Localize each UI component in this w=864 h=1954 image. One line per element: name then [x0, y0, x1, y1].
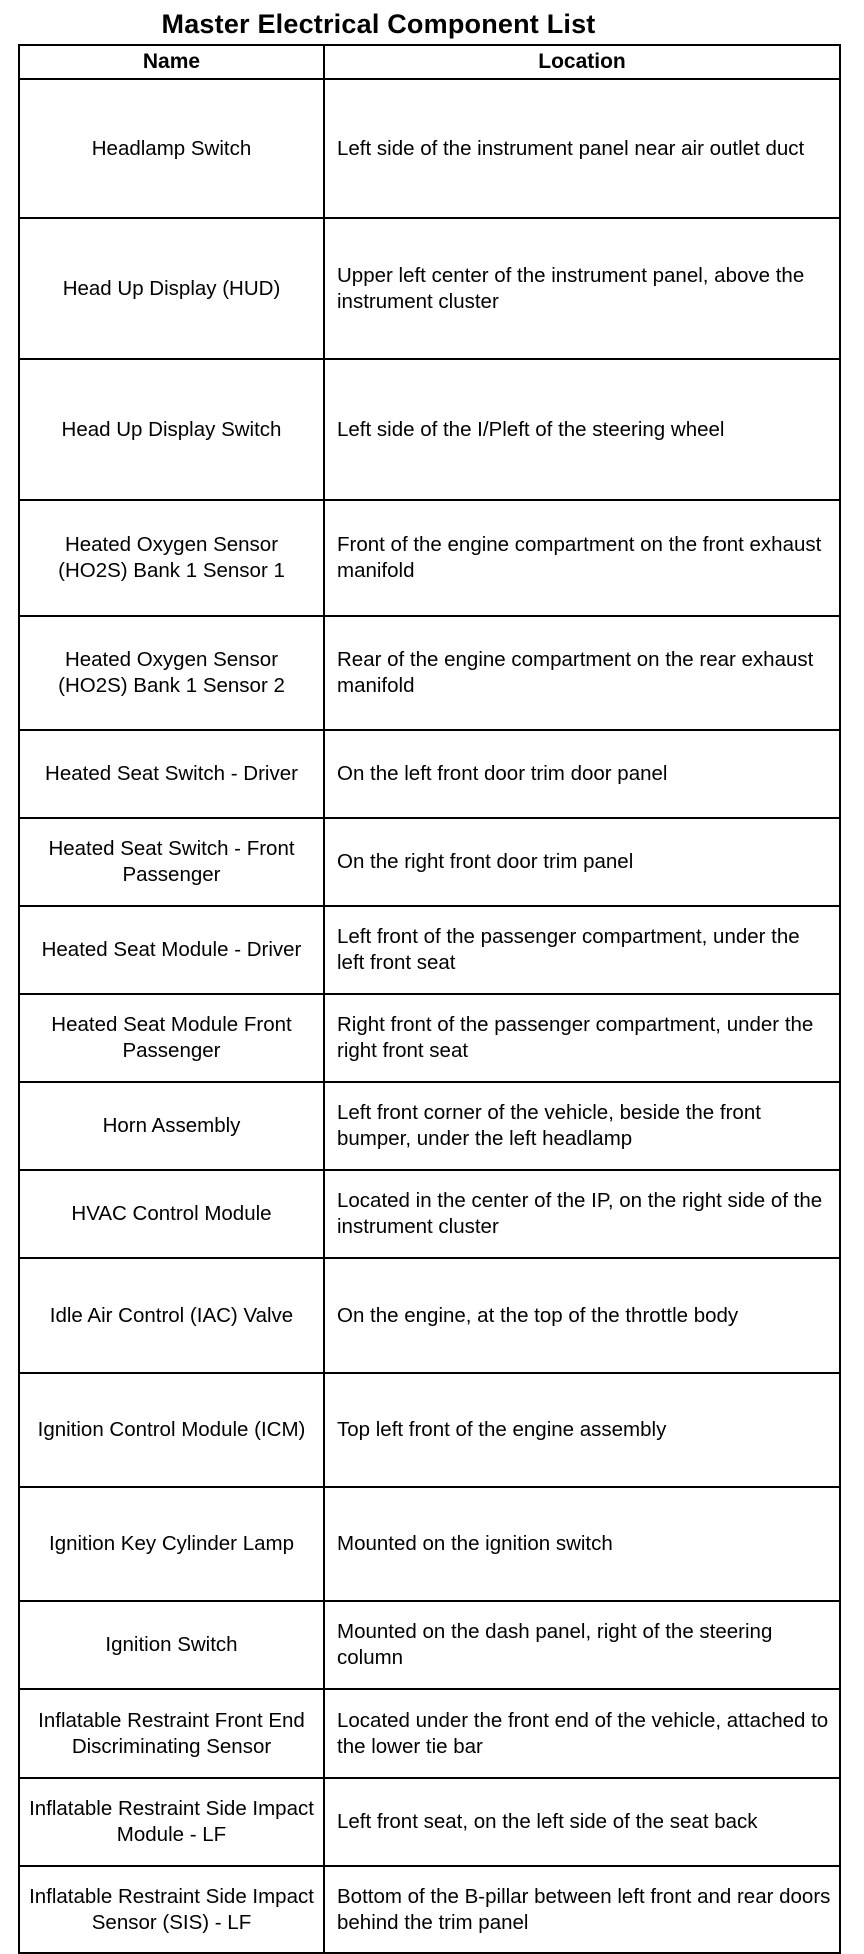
table-row: [19, 818, 840, 906]
component-name: Headlamp Switch: [19, 79, 324, 218]
component-name: Ignition Switch: [19, 1601, 324, 1689]
component-location: Upper left center of the instrument panel, above the instrument cluster: [324, 218, 840, 359]
table-row: [19, 1601, 840, 1689]
component-location: Located in the center of the IP, on the right side of the instrument cluster: [324, 1170, 840, 1258]
table-row: [19, 616, 840, 730]
table-row: [19, 1258, 840, 1373]
table-header-row: [19, 45, 840, 79]
column-header-name: Name: [19, 45, 324, 79]
component-location: Left side of the instrument panel near air outlet duct: [324, 79, 840, 218]
component-location: On the left front door trim door panel: [324, 730, 840, 818]
component-location: On the engine, at the top of the throttle body: [324, 1258, 840, 1373]
component-name: Inflatable Restraint Side Impact Sensor (SIS) - LF: [19, 1866, 324, 1953]
component-name: Head Up Display (HUD): [19, 218, 324, 359]
component-name: HVAC Control Module: [19, 1170, 324, 1258]
table-row: [19, 500, 840, 616]
component-location: Top left front of the engine assembly: [324, 1373, 840, 1487]
table-row: [19, 730, 840, 818]
component-location: On the right front door trim panel: [324, 818, 840, 906]
table-row: [19, 1866, 840, 1953]
component-name: Head Up Display Switch: [19, 359, 324, 500]
component-name: Inflatable Restraint Side Impact Module - LF: [19, 1778, 324, 1866]
component-name: Ignition Key Cylinder Lamp: [19, 1487, 324, 1601]
table-row: [19, 359, 840, 500]
table-row: [19, 1170, 840, 1258]
table-row: [19, 1689, 840, 1778]
component-location: Mounted on the ignition switch: [324, 1487, 840, 1601]
table-row: [19, 79, 840, 218]
component-location: Mounted on the dash panel, right of the steering column: [324, 1601, 840, 1689]
component-name: Heated Seat Module Front Passenger: [19, 994, 324, 1082]
component-location: Bottom of the B-pillar between left front and rear doors behind the trim panel: [324, 1866, 840, 1953]
component-location: Left side of the I/Pleft of the steering wheel: [324, 359, 840, 500]
component-name: Heated Seat Switch - Front Passenger: [19, 818, 324, 906]
table-row: [19, 906, 840, 994]
component-name: Idle Air Control (IAC) Valve: [19, 1258, 324, 1373]
table-row: [19, 218, 840, 359]
component-location: Located under the front end of the vehicle, attached to the lower tie bar: [324, 1689, 840, 1778]
component-table: [18, 44, 841, 1954]
component-location: Left front corner of the vehicle, beside the front bumper, under the left headlamp: [324, 1082, 840, 1170]
component-location: Rear of the engine compartment on the rear exhaust manifold: [324, 616, 840, 730]
component-name: Heated Seat Module - Driver: [19, 906, 324, 994]
component-location: Front of the engine compartment on the front exhaust manifold: [324, 500, 840, 616]
table-row: [19, 1487, 840, 1601]
component-name: Heated Seat Switch - Driver: [19, 730, 324, 818]
component-name: Inflatable Restraint Front End Discriminating Sensor: [19, 1689, 324, 1778]
table-row: [19, 994, 840, 1082]
component-name: Ignition Control Module (ICM): [19, 1373, 324, 1487]
table-row: [19, 1373, 840, 1487]
component-name: Heated Oxygen Sensor (HO2S) Bank 1 Sensor 2: [19, 616, 324, 730]
component-name: Heated Oxygen Sensor (HO2S) Bank 1 Sensor 1: [19, 500, 324, 616]
column-header-location: Location: [324, 45, 840, 79]
component-location: Left front of the passenger compartment, under the left front seat: [324, 906, 840, 994]
page-title: Master Electrical Component List: [161, 9, 596, 39]
component-location: Left front seat, on the left side of the seat back: [324, 1778, 840, 1866]
table-row: [19, 1082, 840, 1170]
component-location: Right front of the passenger compartment, under the right front seat: [324, 994, 840, 1082]
component-name: Horn Assembly: [19, 1082, 324, 1170]
table-row: [19, 1778, 840, 1866]
